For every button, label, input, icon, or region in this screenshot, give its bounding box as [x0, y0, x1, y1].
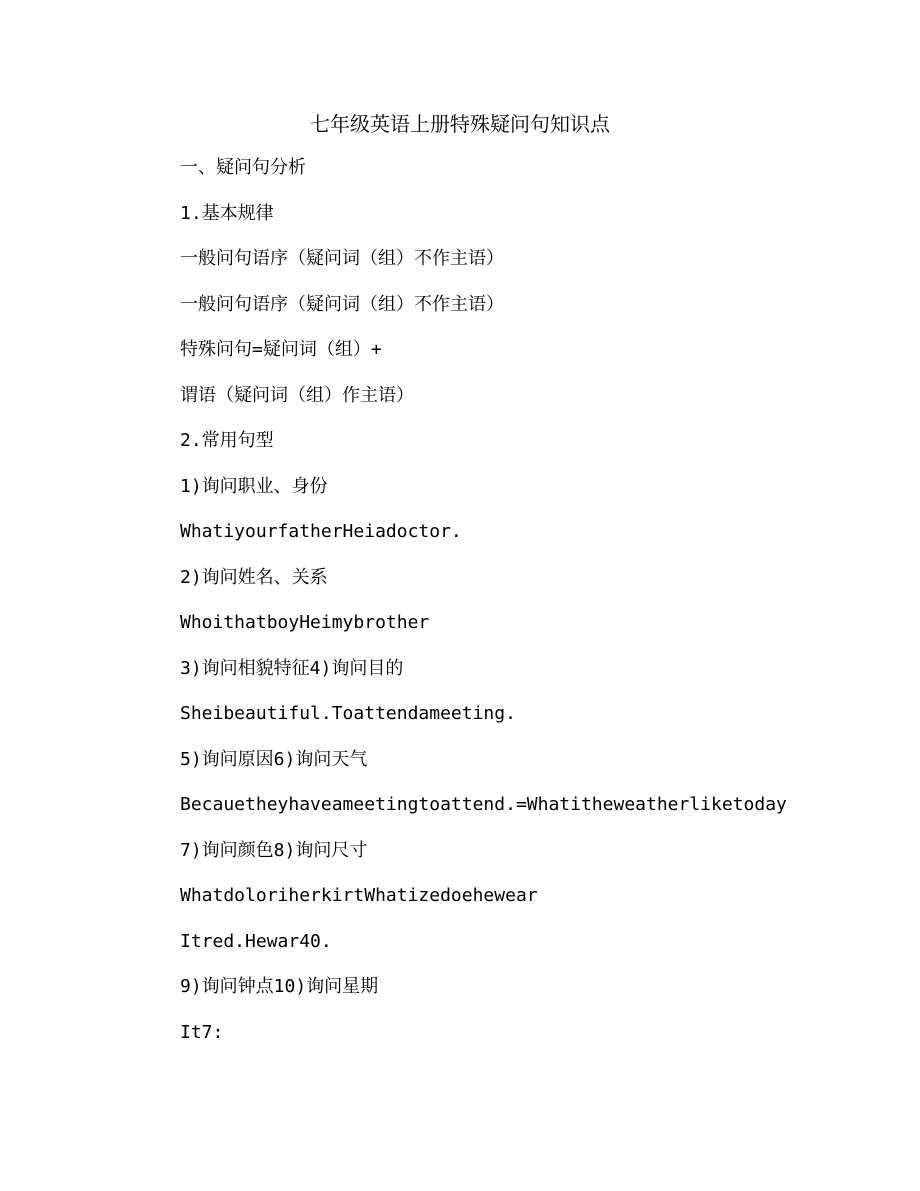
- example-line: Becauetheyhaveameetingtoattend.=Whatitheweatherliketoday: [180, 794, 787, 815]
- example-line: WhatdoloriherkirtWhatizedoehewear: [180, 885, 538, 906]
- document-body: [180, 152, 900, 1062]
- body-line: 5)询问原因6)询问天气: [180, 748, 368, 770]
- body-line: 谓语（疑问词（组）作主语）: [180, 384, 414, 406]
- example-line: Sheibeautiful.Toattendameeting.: [180, 703, 516, 724]
- example-line: Itred.Hewar40.: [180, 930, 332, 952]
- document-title: 七年级英语上册特殊疑问句知识点: [310, 112, 610, 136]
- body-line: 9)询问钟点10)询问星期: [180, 976, 379, 997]
- body-line: 特殊问句=疑问词（组）+: [180, 339, 382, 360]
- subheading-basic-rules: 1.基本规律: [180, 202, 274, 224]
- body-line: 1)询问职业、身份: [180, 475, 328, 497]
- subheading-common-patterns: 2.常用句型: [180, 430, 274, 451]
- body-line: 7)询问颜色8)询问尺寸: [180, 839, 368, 861]
- example-line: It7:: [180, 1021, 224, 1043]
- body-line: 2)询问姓名、关系: [180, 566, 328, 588]
- example-line: WhatiyourfatherHeiadoctor.: [180, 521, 462, 542]
- body-line: 一般问句语序（疑问词（组）不作主语）: [180, 248, 504, 269]
- example-line: WhoithatboyHeimybrother: [180, 612, 430, 633]
- body-line: 一般问句语序（疑问词（组）不作主语）: [180, 293, 504, 315]
- section-heading-question-analysis: 一、疑问句分析: [180, 157, 306, 178]
- body-line: 3)询问相貌特征4)询问目的: [180, 657, 404, 679]
